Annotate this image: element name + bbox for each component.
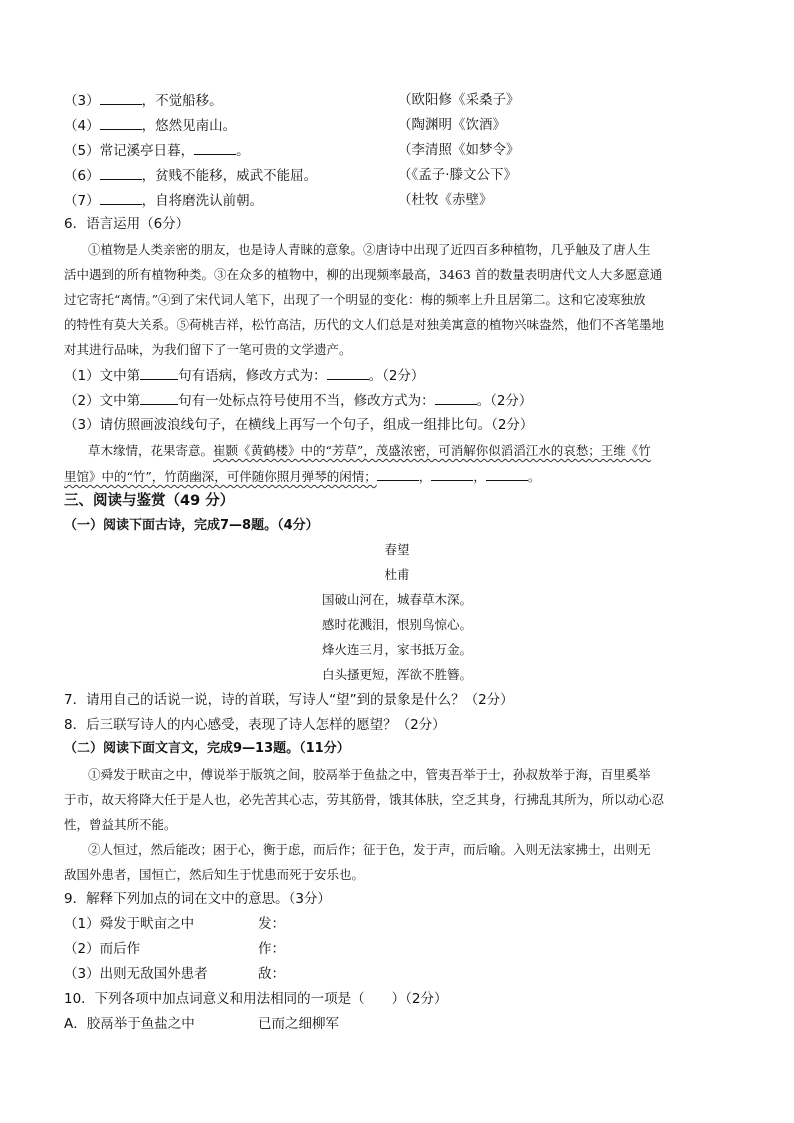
q5-item-7-source: （杜牧《赤壁》 (398, 192, 493, 208)
answer-blank[interactable] (100, 115, 142, 130)
poem-line: 白头搔更短，浑欲不胜簪。 (321, 667, 472, 682)
classical-passage-line: ②人恒过，然后能改；困于心，衡于虑，而后作；征于色，发于声，而后喻。入则无法家拂士，出则无 (88, 842, 651, 857)
q9-answer-label[interactable]: 作： (258, 941, 285, 957)
classical-passage-line: 于市，故天将降大任于是人也，必先苦其心志，劳其筋骨，饿其体肤，空乏其身，行拂乱其所为，所以动心忍 (64, 792, 665, 807)
q6-example-line1 (88, 441, 651, 461)
q5-item-4-text: ，悠然见南山。 (141, 118, 237, 134)
answer-blank[interactable] (435, 390, 477, 405)
poem-line: 国破山河在，城春草木深。 (321, 592, 472, 607)
question-7: 7．请用自己的话说一说，诗的首联，写诗人“望”到的景象是什么？（2分） (64, 692, 514, 708)
classical-passage-line: 敌国外患者，国恒亡，然后知生于忧患而死于安乐也。 (64, 867, 365, 882)
classical-passage-line: ①舜发于畎亩之中，傅说举于版筑之间，胶鬲举于鱼盐之中，管夷吾举于士，孙叔敖举于海，百里奚举 (88, 767, 651, 782)
example-lead: 草木缘情，花果寄意。 (88, 443, 214, 458)
answer-blank[interactable] (100, 190, 142, 205)
q9-item: （2）而后作 (64, 941, 141, 957)
q5-item-3-text: ，不觉船移。 (141, 93, 223, 109)
part-2-title: （二）阅读下面文言文，完成9—13题。（11分） (64, 741, 350, 756)
answer-blank[interactable] (486, 466, 528, 481)
q9-item: （1）舜发于畎亩之中 (64, 916, 195, 932)
question-10: 10．下列各项中加点词意义和用法相同的一项是（ ）（2分） (64, 991, 448, 1007)
answer-blank[interactable] (377, 466, 419, 481)
q5-item-5-text: 。 (236, 143, 250, 159)
poem-author: 杜甫 (384, 567, 410, 582)
poem-title: 春望 (384, 542, 410, 557)
q5-item-3-source: （欧阳修《采桑子》 (398, 92, 520, 108)
q6-sub2-text: 句有一处标点符号使用不当，修改方式为： (178, 393, 435, 409)
poem-line: 感时花溅泪，恨别鸟惊心。 (321, 617, 472, 632)
question-8: 8．后三联写诗人的内心感受，表现了诗人怎样的愿望？（2分） (64, 717, 446, 733)
comma-separator: ， (473, 469, 486, 484)
q9-answer-label[interactable]: 发： (258, 916, 285, 932)
q6-example-line2 (64, 466, 540, 487)
wavy-underlined-sentence: 崔颢《黄鹤楼》中的“芳草”，茂盛浓密，可消解你似滔滔江水的哀愁；王维《竹 (213, 443, 651, 458)
period: 。 (527, 469, 541, 484)
q5-item-6-source: （《孟子·滕文公下》 (398, 167, 518, 183)
q5-item-4-source: （陶渊明《饮酒》 (398, 117, 506, 133)
answer-blank[interactable] (100, 90, 142, 105)
q5-item-6 (64, 165, 317, 186)
answer-blank[interactable] (140, 390, 178, 405)
comma-separator: ， (418, 469, 432, 484)
q5-item-5-source: （李清照《如梦令》 (398, 142, 520, 158)
answer-blank[interactable] (140, 365, 178, 380)
q6-sub1-text: 句有语病，修改方式为： (178, 368, 327, 384)
section-3-title: 三、阅读与鉴赏（49 分） (64, 493, 235, 509)
q6-sub2 (64, 390, 532, 411)
q9-item: （3）出则无敌国外患者 (64, 966, 208, 982)
classical-passage-line: 性，曾益其所不能。 (64, 817, 177, 832)
q6-passage-line: 过它寄托“离情。”④到了宋代词人笔下，出现了一个明显的变化：梅的频率上升且居第二。这和它凌寒独放 (64, 292, 646, 307)
answer-blank[interactable] (100, 165, 142, 180)
q6-passage-line: 的特性有莫大关系。⑤荷桃吉祥，松竹高洁，历代的文人们总是对独美寓意的植物兴味盎然，他们不吝笔墨地 (64, 317, 665, 332)
q10-option-a[interactable]: A．胶鬲举于鱼盐之中 (64, 1016, 195, 1032)
q6-sub2-text: 。（2分） (476, 393, 533, 409)
q6-passage-line: 对其进行品味，为我们留下了一笔可贵的文学遗产。 (64, 342, 352, 357)
q5-item-6-prefix: （6） (64, 168, 100, 184)
q9-answer-label[interactable]: 敌： (258, 966, 285, 982)
q10-option-a-second[interactable]: 已而之细柳军 (258, 1016, 339, 1032)
q6-sub2-text: （2）文中第 (64, 393, 141, 409)
q6-passage-line: ①植物是人类亲密的朋友，也是诗人青睐的意象。②唐诗中出现了近四百多种植物，几乎触及了唐人生 (88, 242, 651, 257)
q5-item-6-text: ，贫贱不能移，威武不能屈。 (141, 168, 318, 184)
answer-blank[interactable] (431, 466, 473, 481)
q6-title: 6．语言运用（6分） (64, 216, 190, 232)
q5-item-5 (64, 140, 250, 161)
q5-item-3-prefix: （3） (64, 93, 100, 109)
wavy-underlined-sentence: 里馆》中的“竹”，竹荫幽深，可伴随你照月弹琴的闲情； (64, 469, 377, 484)
q5-item-7 (64, 190, 263, 211)
q5-item-4-prefix: （4） (64, 118, 100, 134)
poem-line: 烽火连三月，家书抵万金。 (321, 642, 472, 657)
q6-sub1-text: （1）文中第 (64, 368, 141, 384)
q6-sub3: （3）请仿照画波浪线句子，在横线上再写一个句子，组成一组排比句。（2分） (64, 417, 534, 433)
q5-item-5-prefix: （5）常记溪亭日暮， (64, 143, 195, 159)
q6-sub1 (64, 365, 424, 386)
q6-sub1-text: 。（2分） (368, 368, 425, 384)
question-9: 9．解释下列加点的词在文中的意思。（3分） (64, 891, 331, 907)
q6-passage-line: 活中遇到的所有植物种类。③在众多的植物中，柳的出现频率最高，3463 首的数量表明唐代文人大多愿意通 (64, 267, 663, 282)
q5-item-7-text: ，自将磨洗认前朝。 (141, 193, 264, 209)
answer-blank[interactable] (327, 365, 369, 380)
q5-item-7-prefix: （7） (64, 193, 100, 209)
part-1-title: （一）阅读下面古诗，完成7—8题。（4分） (64, 518, 319, 533)
answer-blank[interactable] (194, 140, 236, 155)
q5-item-4 (64, 115, 236, 136)
q5-item-3 (64, 90, 223, 111)
